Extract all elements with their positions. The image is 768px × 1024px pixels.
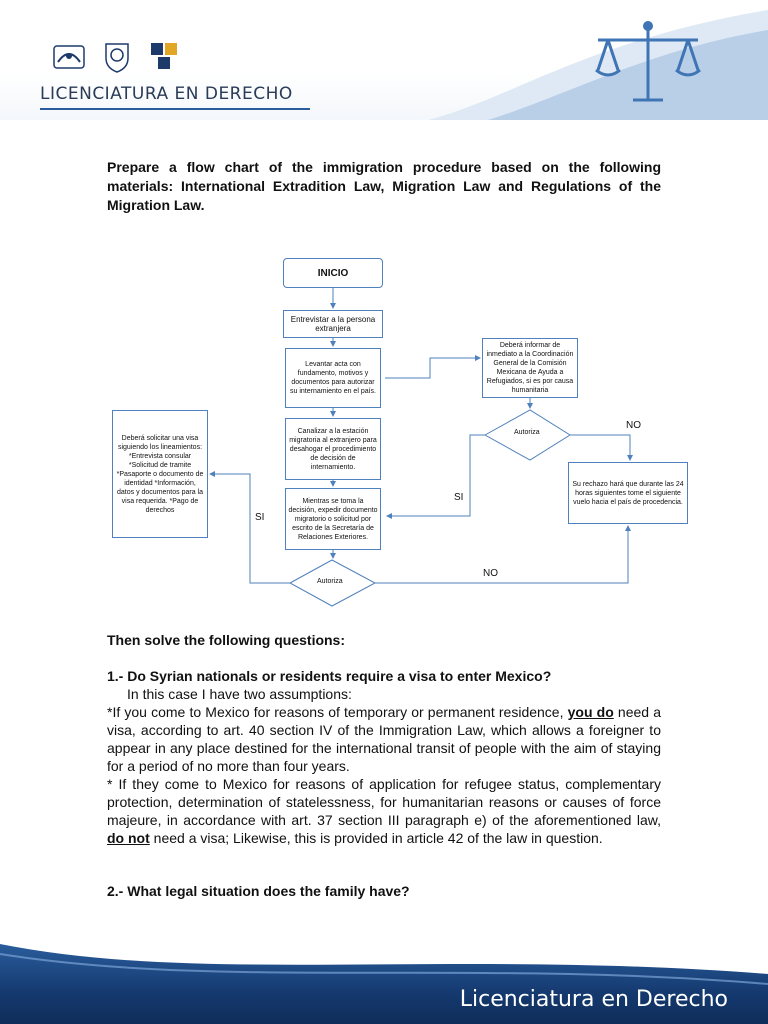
assumption-1-text-after: need a visa, according to art. 40 section IV of the Immigration Law, which allows a foreigner to appear in any place destined for the international transit of people with the aim of staying for a period of no more than four years. — [107, 704, 661, 774]
ded-logo — [148, 40, 182, 74]
unam-logo — [52, 40, 86, 74]
question-1: 1.- Do Syrian nationals or residents require a visa to enter Mexico? — [107, 668, 552, 684]
immigration-flowchart — [100, 248, 700, 618]
label-no-bottom: NO — [483, 568, 498, 579]
node-inicio: INICIO — [283, 258, 383, 288]
header-divider — [40, 108, 310, 110]
intro-paragraph: Prepare a flow chart of the immigration procedure based on the following materials: International Extradition Law, Migration Law and Regulations of the Migration Law. — [107, 159, 661, 213]
scales-of-justice-icon — [428, 0, 768, 120]
node-autoriza-bottom: Autoriza — [317, 578, 343, 585]
node-entrevistar: Entrevistar a la persona extranjera — [283, 310, 383, 338]
footer-title: Licenciatura en Derecho — [459, 987, 728, 1012]
question-2: 2.- What legal situation does the family have? — [107, 883, 410, 899]
node-levantar: Levantar acta con fundamento, motivos y documentos para autorizar su internamiento en el país. — [285, 348, 381, 408]
assumption-2-text-after: need a visa; Likewise, this is provided in article 42 of the law in question. — [149, 830, 603, 846]
footer-swoosh-icon — [0, 944, 768, 1024]
header-title: LICENCIATURA EN DERECHO — [40, 84, 293, 104]
footer-band — [0, 944, 768, 1024]
assumption-2-emphasis: do not — [107, 830, 150, 846]
label-no-right: NO — [626, 420, 641, 431]
faculty-shield-logo — [100, 40, 134, 74]
assumption-1-emphasis: you do — [567, 704, 614, 720]
label-si-left: SI — [255, 512, 265, 523]
node-visa: Deberá solicitar una visa siguiendo los lineamientos: *Entrevista consular *Solicitud de tramite *Pasaporte o documento de identidad *Información, datos y documentos para la visa requerida. *Pago de derechos — [112, 410, 208, 538]
question-1-assumption-1 — [107, 703, 661, 775]
assumption-1-text-before: *If you come to Mexico for reasons of temporary or permanent residence, — [107, 704, 568, 720]
node-rechazo: Su rechazo hará que durante las 24 horas siguientes tome el siguiente vuelo hacia el país de procedencia. — [568, 462, 688, 524]
section-heading: Then solve the following questions: — [107, 632, 346, 648]
assumption-2-text-before: * If they come to Mexico for reasons of application for refugee status, complementary protection, determination of statelessness, for humanitarian reasons or causes of force majeure, in accordance with art. 37 section III paragraph e) of the aforementioned law, — [107, 776, 661, 828]
label-si-right: SI — [454, 492, 464, 503]
header-logos — [52, 40, 182, 74]
node-informar: Deberá informar de inmediato a la Coordinación General de la Comisión Mexicana de Ayuda a Refugiados, si es por causa humanitaria — [482, 338, 578, 398]
node-canalizar: Canalizar a la estación migratoria al extranjero para desahogar el procedimiento de decisión de internamiento. — [285, 418, 381, 480]
question-1-intro: In this case I have two assumptions: — [127, 686, 352, 702]
node-mientras: Mientras se toma la decisión, expedir documento migratorio o solicitud por escrito de la Secretaría de Relaciones Exteriores. — [285, 488, 381, 550]
node-autoriza-right: Autoriza — [514, 429, 540, 436]
question-1-assumption-2 — [107, 775, 661, 847]
